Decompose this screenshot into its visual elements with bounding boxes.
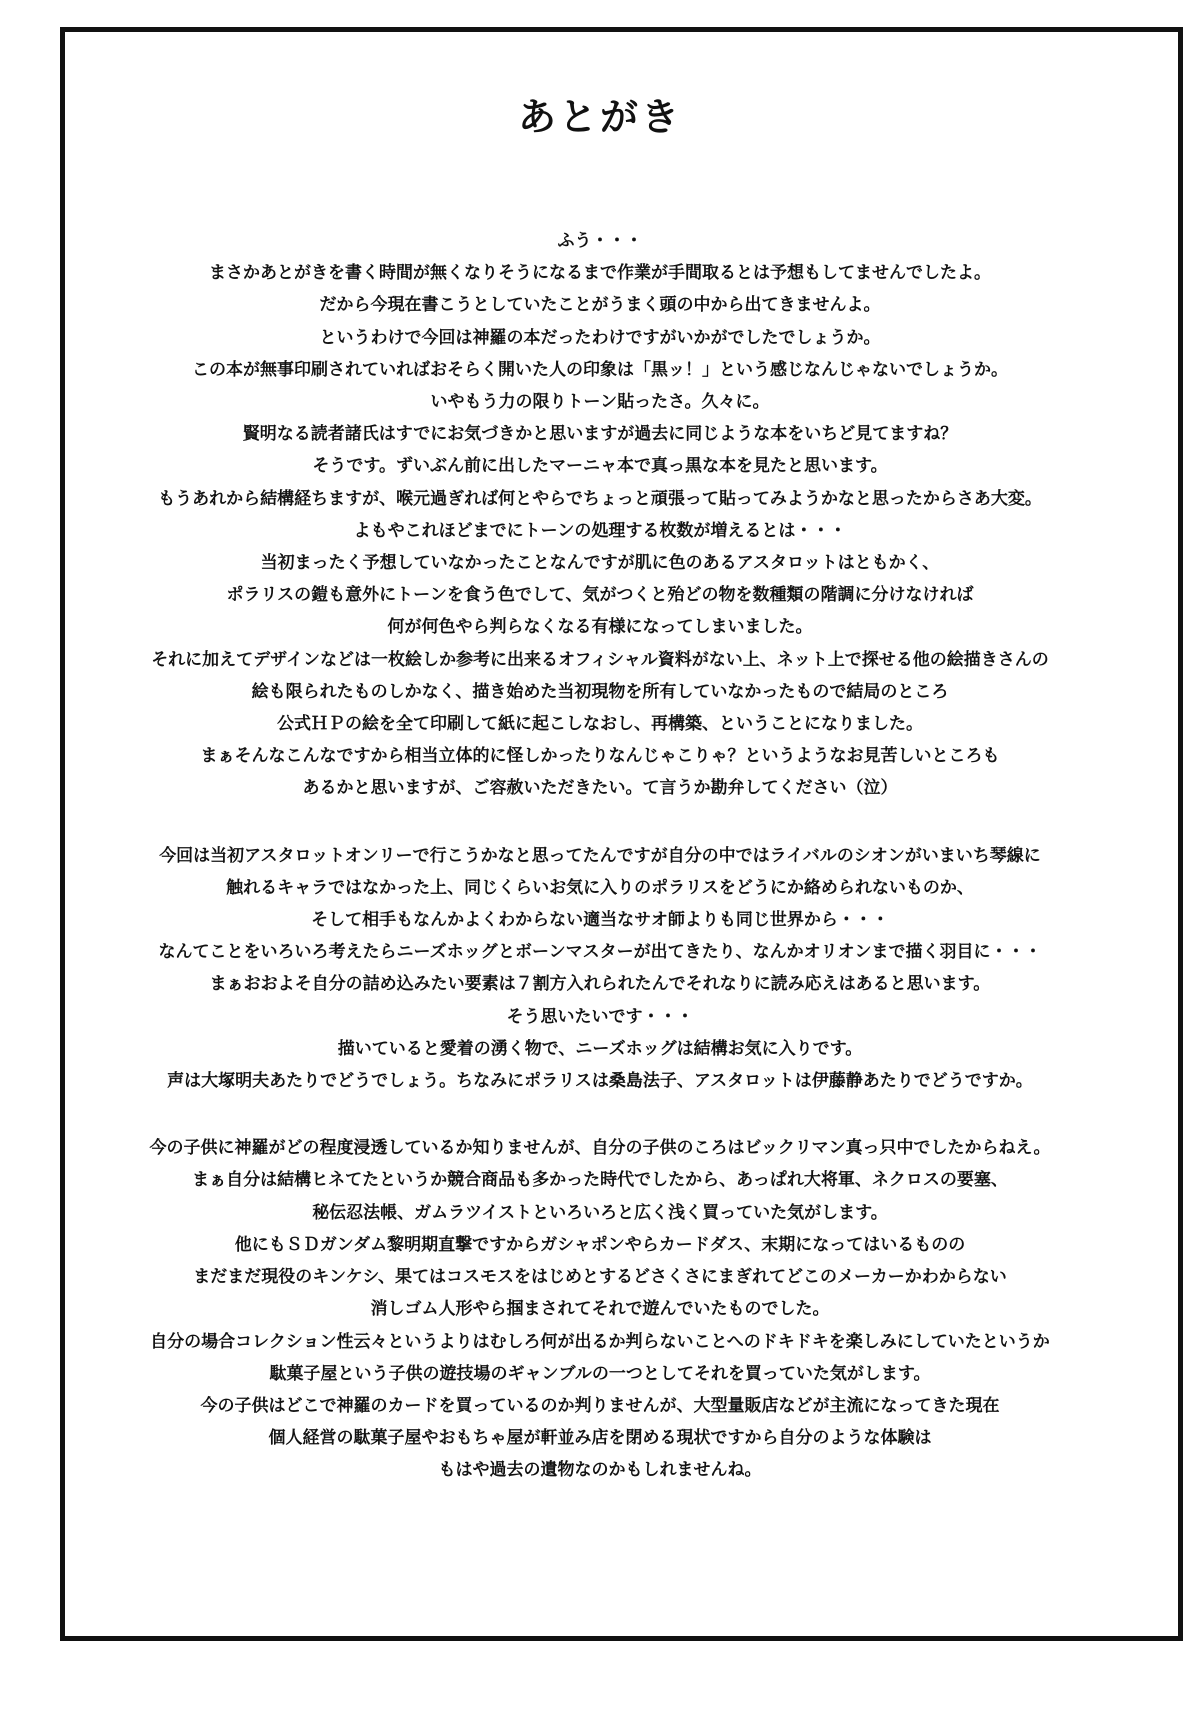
text-line: そうです。ずいぶん前に出したマーニャ本で真っ黒な本を見たと思います。	[312, 456, 888, 477]
text-line: もはや過去の遺物なのかもしれませんね。	[438, 1460, 762, 1481]
text-line: そして相手もなんかよくわからない適当なサオ師よりも同じ世界から・・・	[311, 910, 889, 931]
text-line: だから今現在書こうとしていたことがうまく頭の中から出てきませんよ。	[319, 295, 881, 316]
text-line: よもやこれほどまでにトーンの処理する枚数が増えるとは・・・	[353, 520, 847, 541]
text-line: あるかと思いますが、ご容赦いただきたい。て言うか勘弁してください（泣）	[302, 778, 898, 799]
text-line: 声は大塚明夫あたりでどうでしょう。ちなみにポラリスは桑島法子、アスタロットは伊藤静あたりでどうですか。	[167, 1071, 1033, 1092]
text-line: 他にもＳＤガンダム黎明期直撃ですからガシャポンやらカードダス、末期になってはいるものの	[234, 1234, 966, 1255]
text-line: この本が無事印刷されていればおそらく開いた人の印象は「黒ッ！」という感じなんじゃないでしょうか。	[192, 359, 1008, 380]
text-line: 自分の場合コレクション性云々というよりはむしろ何が出るか判らないことへのドキドキを楽しみにしていたというか	[150, 1331, 1050, 1352]
paragraph-2	[90, 840, 1110, 1098]
text-line: いやもう力の限りトーン貼ったさ。久々に。	[430, 392, 770, 413]
text-line: 賢明なる読者諸氏はすでにお気づきかと思いますが過去に同じような本をいちど見てますね？	[242, 424, 958, 445]
text-line: 当初まったく予想していなかったことなんですが肌に色のあるアスタロットはともかく、	[260, 553, 940, 574]
text-line: まだまだ現役のキンケシ、果てはコスモスをはじめとするどさくさにまぎれてどこのメーカーかわからない	[193, 1267, 1007, 1288]
text-line: 描いていると愛着の湧く物で、ニーズホッグは結構お気に入りです。	[337, 1038, 863, 1059]
text-line: まぁ自分は結構ヒネてたというか競合商品も多かった時代でしたから、あっぱれ大将軍、ネクロスの要塞、	[192, 1170, 1008, 1191]
text-line: 今の子供に神羅がどの程度浸透しているか知りませんが、自分の子供のころはビックリマン真っ只中でしたからねえ。	[149, 1138, 1051, 1159]
text-line: 消しゴム人形やら掴まされてそれで遊んでいたものでした。	[370, 1299, 830, 1320]
text-line: ポラリスの鎧も意外にトーンを食う色でして、気がつくと殆どの物を数種類の階調に分けなければ	[226, 585, 974, 606]
text-line: 何が何色やら判らなくなる有様になってしまいました。	[387, 617, 813, 638]
text-line: まぁそんなこんなですから相当立体的に怪しかったりなんじゃこりゃ？というようなお見苦しいところも	[200, 746, 1000, 767]
paragraph-3	[90, 1132, 1110, 1486]
text-line: なんてことをいろいろ考えたらニーズホッグとボーンマスターが出てきたり、なんかオリオンまで描く羽目に・・・	[158, 942, 1042, 963]
text-line: まさかあとがきを書く時間が無くなりそうになるまで作業が手間取るとは予想もしてませんでしたよ。	[209, 263, 991, 284]
text-line: 駄菓子屋という子供の遊技場のギャンブルの一つとしてそれを買っていた気がします。	[269, 1363, 931, 1384]
text-line: それに加えてデザインなどは一枚絵しか参考に出来るオフィシャル資料がない上、ネット上で探せる他の絵描きさんの	[151, 649, 1049, 670]
text-line: そう思いたいです・・・	[506, 1006, 694, 1027]
text-line: 個人経営の駄菓子屋やおもちゃ屋が軒並み店を閉める現状ですから自分のような体験は	[268, 1428, 932, 1449]
text-line: もうあれから結構経ちますが、喉元過ぎれば何とやらでちょっと頑張って貼ってみようかなと思ったからさあ大変。	[158, 488, 1042, 509]
text-line: 触れるキャラではなかった上、同じくらいお気に入りのポラリスをどうにか絡められないものか、	[226, 877, 974, 898]
text-line: 秘伝忍法帳、ガムラツイストといろいろと広く浅く買っていた気がします。	[312, 1202, 888, 1223]
text-line: 今回は当初アスタロットオンリーで行こうかなと思ってたんですが自分の中ではライバルのシオンがいまいち琴線に	[159, 845, 1041, 866]
text-line: 絵も限られたものしかなく、描き始めた当初現物を所有していなかったもので結局のところ	[251, 681, 949, 702]
text-line: というわけで今回は神羅の本だったわけですがいかがでしたでしょうか。	[319, 327, 881, 348]
text-line: 公式ＨＰの絵を全て印刷して紙に起こしなおし、再構築、ということになりました。	[277, 714, 923, 735]
text-line: まぁおおよそ自分の詰め込みたい要素は７割方入れられたんでそれなりに読み応えはあると思います。	[209, 974, 991, 995]
text-line: ふう・・・	[557, 231, 643, 251]
afterword-body	[90, 225, 1110, 1487]
text-line: 今の子供はどこで神羅のカードを買っているのか判りませんが、大型量販店などが主流になってきた現在	[200, 1395, 1000, 1416]
paragraph-1	[90, 225, 1110, 805]
page-title: あとがき	[517, 95, 682, 139]
